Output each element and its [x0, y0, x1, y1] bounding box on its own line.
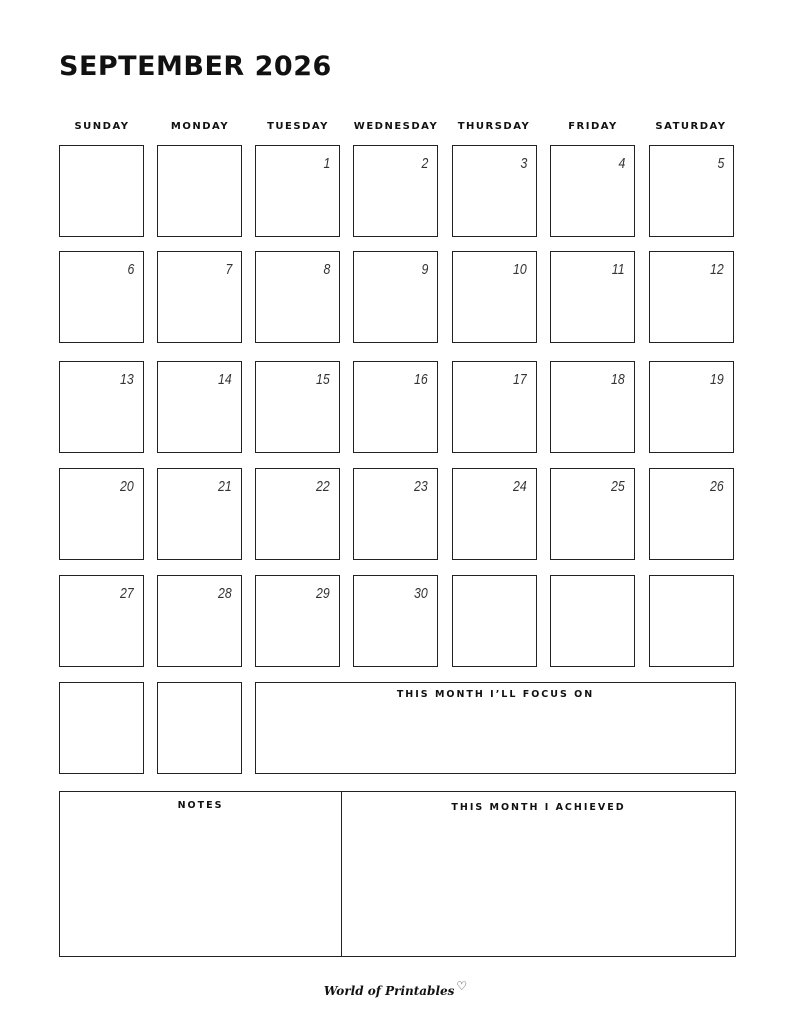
day-cell[interactable] — [452, 468, 537, 560]
focus-box[interactable] — [255, 682, 736, 774]
day-number: 5 — [717, 155, 724, 172]
day-number: 16 — [414, 371, 428, 388]
day-number: 11 — [612, 261, 625, 278]
focus-label: THIS MONTH I’LL FOCUS ON — [396, 689, 595, 700]
day-cell[interactable] — [255, 145, 340, 237]
day-number: 6 — [127, 261, 134, 278]
day-cell[interactable] — [452, 145, 537, 237]
day-cell[interactable] — [649, 251, 734, 343]
day-cell[interactable] — [353, 468, 438, 560]
day-number: 4 — [618, 155, 625, 172]
day-number: 14 — [218, 371, 232, 388]
brand-logo-text: World of Printables — [323, 984, 455, 998]
day-number: 1 — [323, 155, 330, 172]
day-cell[interactable] — [59, 145, 144, 237]
day-cell[interactable] — [157, 575, 242, 667]
day-cell[interactable] — [255, 251, 340, 343]
day-cell[interactable] — [550, 575, 635, 667]
day-cell[interactable] — [59, 575, 144, 667]
day-number: 9 — [421, 261, 428, 278]
day-number: 24 — [513, 478, 527, 495]
day-number: 17 — [513, 371, 527, 388]
day-cell[interactable] — [59, 468, 144, 560]
weekday-label: TUESDAY — [267, 121, 329, 132]
day-cell[interactable] — [255, 468, 340, 560]
day-number: 13 — [120, 371, 134, 388]
day-number: 29 — [316, 585, 330, 602]
day-cell[interactable] — [550, 468, 635, 560]
day-number: 25 — [611, 478, 625, 495]
notes-box[interactable] — [60, 792, 341, 956]
day-number: 8 — [323, 261, 330, 278]
weekday-label: MONDAY — [170, 121, 230, 132]
day-number: 2 — [421, 155, 428, 172]
day-number: 7 — [225, 261, 232, 278]
achieved-box[interactable] — [342, 792, 735, 956]
day-cell[interactable] — [550, 361, 635, 453]
day-number: 15 — [316, 371, 330, 388]
day-number: 10 — [513, 261, 527, 278]
day-cell[interactable] — [255, 361, 340, 453]
notes-achieved-panel — [59, 791, 736, 957]
day-number: 22 — [316, 478, 330, 495]
day-number: 28 — [218, 585, 232, 602]
day-cell[interactable] — [59, 251, 144, 343]
day-cell[interactable] — [59, 361, 144, 453]
day-cell[interactable] — [157, 251, 242, 343]
weekday-label: WEDNESDAY — [353, 121, 439, 132]
day-cell[interactable] — [452, 575, 537, 667]
day-cell[interactable] — [157, 361, 242, 453]
weekday-label: SUNDAY — [74, 121, 130, 132]
day-cell[interactable] — [353, 361, 438, 453]
day-cell[interactable] — [157, 145, 242, 237]
day-number: 3 — [520, 155, 527, 172]
heart-icon: ♡ — [456, 979, 468, 993]
notes-label: NOTES — [177, 800, 224, 811]
day-number: 21 — [218, 478, 232, 495]
day-cell[interactable] — [157, 682, 242, 774]
day-cell[interactable] — [550, 251, 635, 343]
day-number: 27 — [120, 585, 134, 602]
day-cell[interactable] — [550, 145, 635, 237]
day-cell[interactable] — [157, 468, 242, 560]
weekday-label: FRIDAY — [568, 121, 618, 132]
day-cell[interactable] — [353, 575, 438, 667]
day-number: 26 — [710, 478, 724, 495]
day-cell[interactable] — [255, 575, 340, 667]
day-number: 19 — [710, 371, 724, 388]
weekday-label: THURSDAY — [457, 121, 531, 132]
day-cell[interactable] — [649, 361, 734, 453]
day-cell[interactable] — [452, 361, 537, 453]
day-number: 12 — [710, 261, 724, 278]
day-number: 23 — [414, 478, 428, 495]
day-number: 18 — [611, 371, 625, 388]
day-cell[interactable] — [59, 682, 144, 774]
day-cell[interactable] — [353, 145, 438, 237]
page-title: SEPTEMBER 2026 — [59, 51, 332, 82]
achieved-label: THIS MONTH I ACHIEVED — [451, 802, 626, 813]
day-cell[interactable] — [649, 575, 734, 667]
day-cell[interactable] — [353, 251, 438, 343]
day-number: 30 — [414, 585, 428, 602]
weekday-label: SATURDAY — [655, 121, 727, 132]
footer-brand — [0, 979, 791, 998]
day-cell[interactable] — [649, 145, 734, 237]
day-cell[interactable] — [649, 468, 734, 560]
day-number: 20 — [120, 478, 134, 495]
day-cell[interactable] — [452, 251, 537, 343]
